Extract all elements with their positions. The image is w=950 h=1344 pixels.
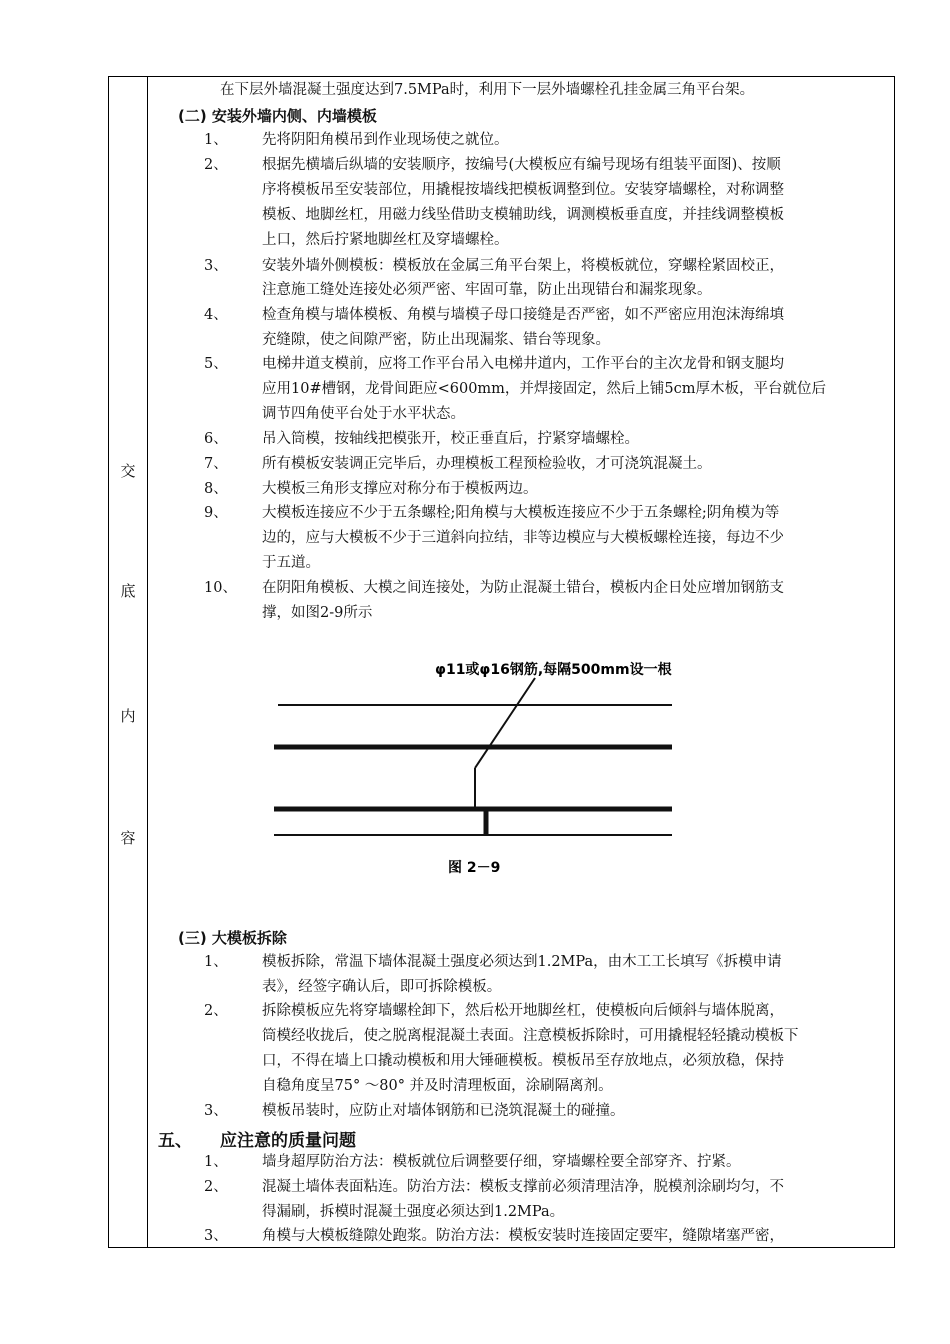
item-number: 8、: [204, 481, 228, 497]
item-line: 注意施工缝处连接处必须严密、牢固可靠，防止出现错台和漏浆现象。: [262, 282, 712, 298]
item-line: 自稳角度呈75° ～80° 并及时清理板面，涂刷隔离剂。: [262, 1078, 613, 1094]
item-line: 模板拆除，常温下墙体混凝土强度必须达到1.2MPa，由木工工长填写《拆模申请: [262, 954, 782, 970]
item-number: 9、: [204, 505, 228, 521]
item-line: 模板吊装时，应防止对墙体钢筋和已浇筑混凝土的碰撞。: [262, 1103, 625, 1119]
item-number: 7、: [204, 456, 228, 472]
item-line: 上口，然后拧紧地脚丝杠及穿墙螺栓。: [262, 232, 509, 248]
item-line: 充缝隙，使之间隙严密，防止出现漏浆、错台等现象。: [262, 332, 610, 348]
item-line: 口，不得在墙上口撬动模板和用大锤砸模板。模板吊至存放地点，必须放稳，保持: [262, 1053, 784, 1069]
item-line: 大模板三角形支撑应对称分布于模板两边。: [262, 481, 538, 497]
item-line: 吊入筒模，按轴线把模张开，校正垂直后，拧紧穿墙螺栓。: [262, 431, 639, 447]
item-number: 2、: [204, 1179, 228, 1195]
item-number: 5、: [204, 356, 228, 372]
callout-leader-line: [475, 678, 535, 768]
item-number: 2、: [204, 157, 228, 173]
item-line: 筒模经收拢后，使之脱离棍混凝土表面。注意模板拆除时，可用撬棍轻轻撬动模板下: [262, 1028, 799, 1044]
item-line: 边的，应与大模板不少于三道斜向拉结，非等边模应与大模板螺栓连接，每边不少: [262, 530, 784, 546]
item-number: 6、: [204, 431, 228, 447]
item-line: 调节四角使平台处于水平状态。: [262, 406, 465, 422]
intro-line: 在下层外墙混凝土强度达到7.5MPa时，利用下一层外墙螺栓孔挂金属三角平台架。: [220, 82, 755, 98]
item-line: 角模与大模板缝隙处跑浆。防治方法：模板安装时连接固定要牢，缝隙堵塞严密，: [262, 1228, 784, 1244]
section3-title: (三) 大模板拆除: [178, 929, 287, 947]
item-line: 序将模板吊至安装部位，用撬棍按墙线把模板调整到位。安装穿墙螺栓，对称调整: [262, 182, 784, 198]
figure-callout: φ11或φ16钢筋,每隔500mm设一根: [435, 662, 672, 678]
item-number: 1、: [204, 1154, 228, 1170]
column-divider: [147, 76, 148, 1248]
item-line: 拆除模板应先将穿墙螺栓卸下，然后松开地脚丝杠，使模板向后倾斜与墙体脱离，: [262, 1003, 784, 1019]
side-label-char: 底: [120, 582, 136, 600]
item-line: 于五道。: [262, 555, 320, 571]
item-line: 电梯井道支模前，应将工作平台吊入电梯井道内，工作平台的主次龙骨和钢支腿均: [262, 356, 784, 372]
item-number: 3、: [204, 1228, 228, 1244]
side-label-char: 容: [120, 829, 136, 847]
item-line: 检查角模与墙体模板、角模与墙模子母口接缝是否严密，如不严密应用泡沫海绵填: [262, 307, 784, 323]
item-line: 先将阴阳角模吊到作业现场使之就位。: [262, 132, 509, 148]
item-line: 表》，经签字确认后，即可拆除模板。: [262, 979, 502, 995]
item-number: 3、: [204, 1103, 228, 1119]
item-line: 在阴阳角模板、大模之间连接处，为防止混凝土错台，模板内企日处应增加钢筋支: [262, 580, 784, 596]
item-line: 安装外墙外侧模板：模板放在金属三角平台架上，将模板就位，穿螺栓紧固校正，: [262, 258, 784, 274]
item-number: 10、: [204, 580, 237, 596]
figure-caption: 图 2－9: [448, 860, 501, 876]
item-line: 大模板连接应不少于五条螺栓;阳角模与大模板连接应不少于五条螺栓;阴角模为等: [262, 505, 780, 521]
side-label-char: 内: [120, 707, 136, 725]
item-line: 应用10#槽钢，龙骨间距应<600mm，并焊接固定，然后上铺5cm厚木板，平台就位后: [262, 381, 827, 397]
section2-title: (二) 安装外墙内侧、内墙模板: [178, 107, 377, 125]
item-line: 墙身超厚防治方法：模板就位后调整要仔细，穿墙螺栓要全部穿齐、拧紧。: [262, 1154, 741, 1170]
side-label-char: 交: [120, 462, 136, 480]
item-number: 2、: [204, 1003, 228, 1019]
item-number: 1、: [204, 132, 228, 148]
item-number: 3、: [204, 258, 228, 274]
section5-title: 应注意的质量问题: [220, 1131, 356, 1151]
item-line: 根据先横墙后纵墙的安装顺序，按编号(大模板应有编号现场有组装平面图)、按顺: [262, 157, 781, 173]
item-line: 得漏刷，拆模时混凝土强度必须达到1.2MPa。: [262, 1204, 565, 1220]
item-number: 4、: [204, 307, 228, 323]
item-line: 混凝土墙体表面粘连。防治方法：模板支撑前必须清理洁净，脱模剂涂刷均匀，不: [262, 1179, 784, 1195]
section5-number: 五、: [158, 1131, 192, 1151]
figure-2-9: [260, 650, 700, 890]
item-number: 1、: [204, 954, 228, 970]
item-line: 模板、地脚丝杠，用磁力线坠借助支模辅助线，调测模板垂直度，并挂线调整模板: [262, 207, 784, 223]
item-line: 所有模板安装调正完毕后，办理模板工程预检验收，才可浇筑混凝土。: [262, 456, 712, 472]
item-line: 撑，如图2-9所示: [262, 605, 373, 621]
